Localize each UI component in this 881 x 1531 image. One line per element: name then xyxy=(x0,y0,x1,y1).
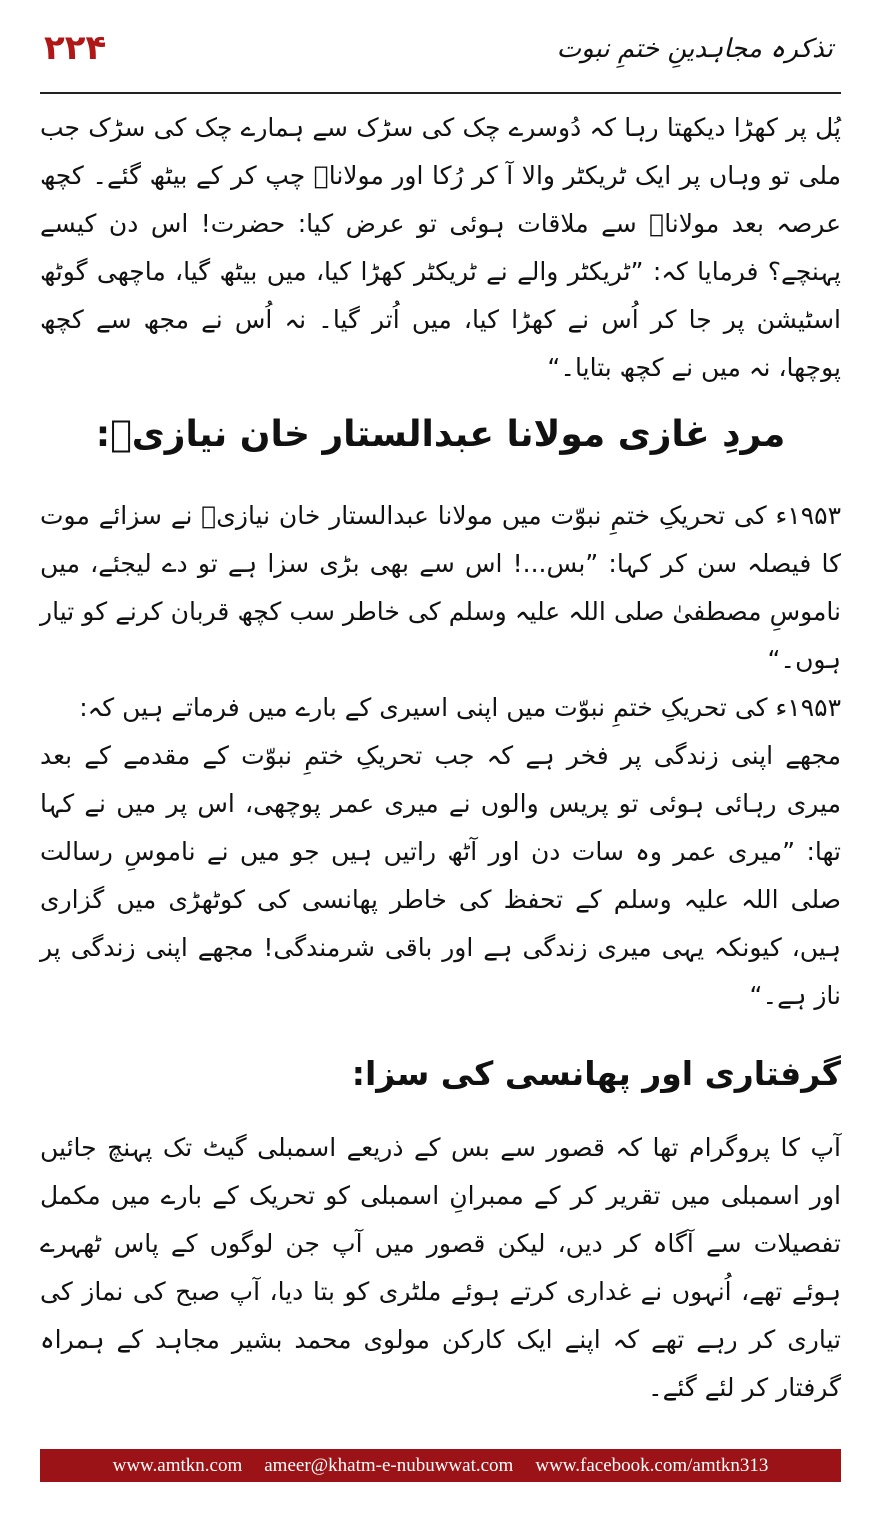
niazi-paragraph-2: ۱۹۵۳ء کی تحریکِ ختمِ نبوّت میں اپنی اسیری کے بارے میں فرماتے ہیں کہ: xyxy=(79,693,841,722)
intro-paragraph-block xyxy=(40,104,841,392)
niazi-section-body xyxy=(40,492,841,1020)
header-divider xyxy=(40,92,841,94)
intro-paragraph: پُل پر کھڑا دیکھتا رہا کہ دُوسرے چک کی سڑک سے ہمارے چک کی سڑک جب ملی تو وہاں پر ایک ٹریکٹر والا آ کر رُکا اور مولاناؒ چپ کر کے بیٹھ گئے۔ کچھ عرصہ بعد مولاناؒ سے ملاقات ہوئی تو عرض کیا: حضرت! اس دن کیسے پہنچے؟ فرمایا کہ: ”ٹریکٹر والے نے ٹریکٹر کھڑا کیا، میں بیٹھ گیا، ماچھی گوٹھ اسٹیشن پر جا کر اُس نے کھڑا کیا، میں اُتر گیا۔ نہ اُس نے مجھ سے کچھ پوچھا، نہ میں نے کچھ بتایا۔“ xyxy=(40,113,841,382)
facebook-link[interactable]: www.facebook.com/amtkn313 xyxy=(535,1454,769,1476)
page-number: ۲۲۴ xyxy=(44,28,107,68)
book-title: تذکرہ مجاہدینِ ختمِ نبوت xyxy=(556,34,833,64)
section-heading-niazi: مردِ غازی مولانا عبدالستار خان نیازیؒ: xyxy=(95,414,786,455)
section-heading-arrest: گرفتاری اور پھانسی کی سزا: xyxy=(351,1054,841,1093)
niazi-paragraph-1: ۱۹۵۳ء کی تحریکِ ختمِ نبوّت میں مولانا عبدالستار خان نیازیؒ نے سزائے موت کا فیصلہ سن کر کہا: ”بس...! اس سے بھی بڑی سزا ہے تو دے لیجئے، میں ناموسِ مصطفیٰ صلی اللہ علیہ وسلم کی خاطر سب کچھ قربان کرنے کو تیار ہوں۔“ xyxy=(40,501,841,674)
footer-bar xyxy=(40,1449,841,1482)
arrest-paragraph: آپ کا پروگرام تھا کہ قصور سے بس کے ذریعے اسمبلی گیٹ تک پہنچ جائیں اور اسمبلی میں تقریر کر کے ممبرانِ اسمبلی کو تحریک کے بارے میں مکمل تفصیلات سے آگاہ کر دیں، لیکن قصور میں آپ جن لوگوں کے پاس ٹھہرے ہوئے تھے، اُنہوں نے غداری کرتے ہوئے ملٹری کو بتا دیا، آپ صبح کی نماز کی تیاری کر رہے تھے کہ اپنے ایک کارکن مولوی محمد بشیر مجاہد کے ہمراہ گرفتار کر لئے گئے۔ xyxy=(40,1133,841,1402)
website-link[interactable]: www.amtkn.com xyxy=(112,1454,243,1476)
email-link[interactable]: ameer@khatm-e-nubuwwat.com xyxy=(264,1454,514,1476)
niazi-paragraph-3: مجھے اپنی زندگی پر فخر ہے کہ جب تحریکِ ختمِ نبوّت کے مقدمے کے بعد میری رہائی ہوئی تو پریس والوں نے میری عمر پوچھی، اس پر میں نے کہا تھا: ”میری عمر وہ سات دن اور آٹھ راتیں ہیں جو میں نے ناموسِ رسالت صلی اللہ علیہ وسلم کے تحفظ کی خاطر پھانسی کی کوٹھڑی میں گزاری ہیں، کیونکہ یہی میری زندگی ہے اور باقی شرمندگی! مجھے اپنی زندگی پر ناز ہے۔“ xyxy=(40,741,841,1010)
arrest-section-body xyxy=(40,1124,841,1412)
